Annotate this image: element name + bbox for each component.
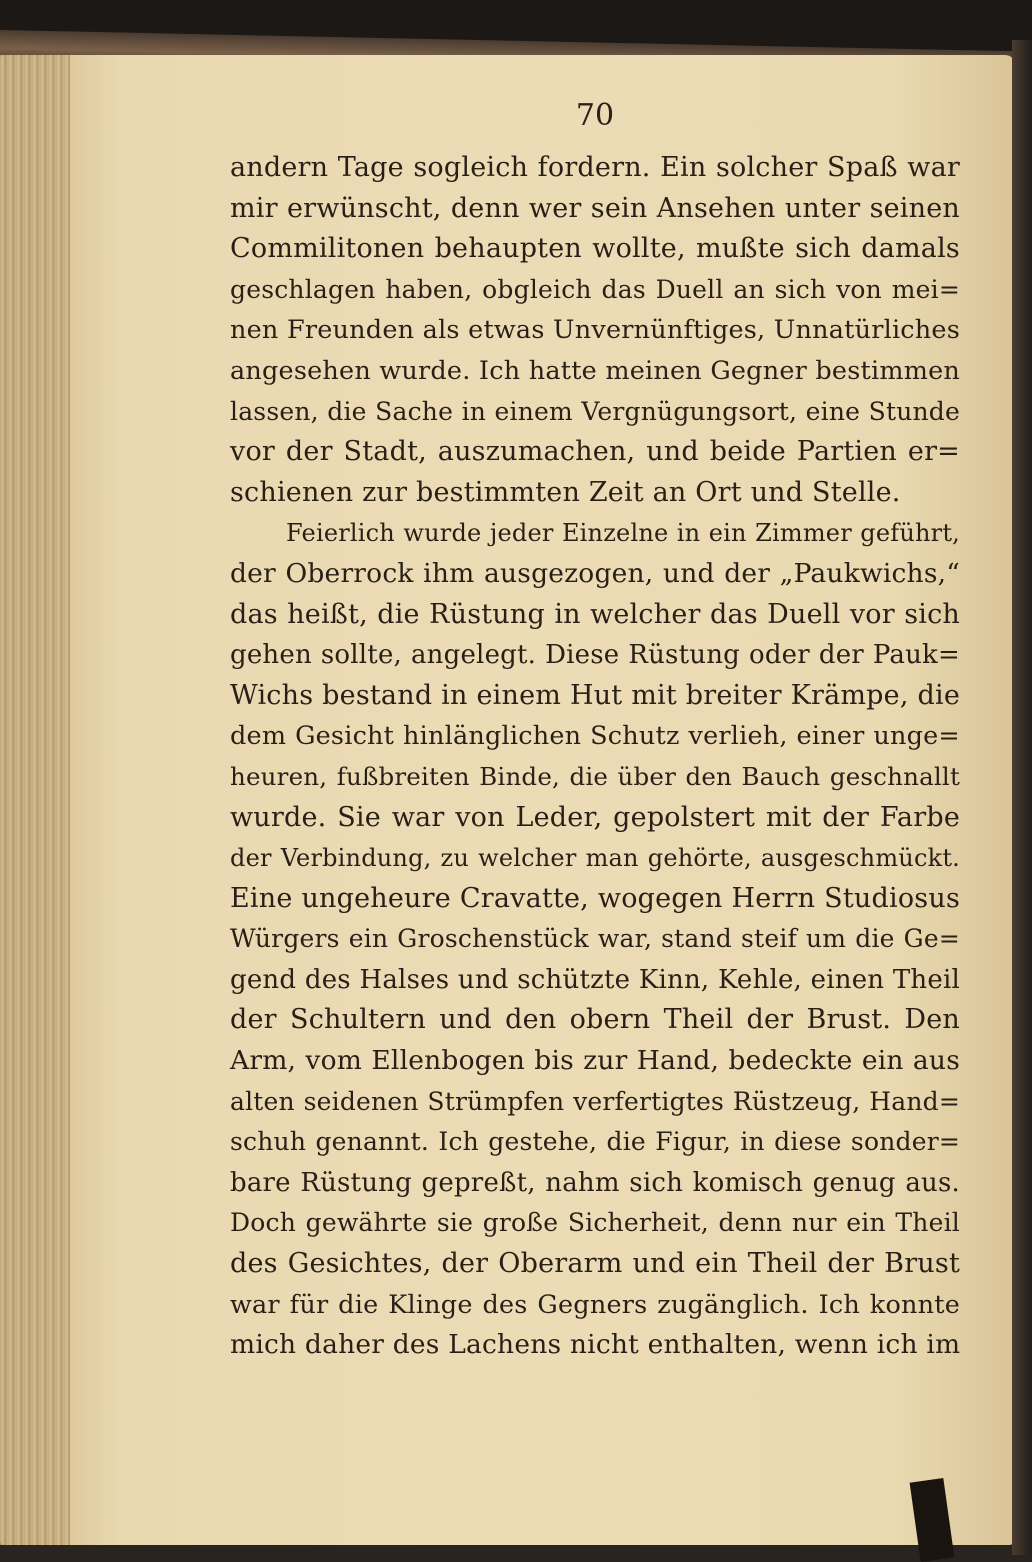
text-line: andern Tage sogleich fordern. Ein solcher Spaß war — [230, 152, 960, 183]
text-line: gehen sollte, angelegt. Diese Rüstung oder der Pauk= — [230, 640, 960, 671]
text-line: Commilitonen behaupten wollte, mußte sich damals — [230, 233, 960, 265]
text-line: wurde. Sie war von Leder, gepolstert mit der Farbe — [230, 801, 960, 833]
text-line: Feierlich wurde jeder Einzelne in ein Zimmer geführt, — [286, 519, 960, 548]
text-line: der Verbindung, zu welcher man gehörte, ausgeschmückt. — [230, 844, 960, 873]
text-line: Arm, vom Ellenbogen bis zur Hand, bedeckte ein aus — [230, 1045, 960, 1077]
text-line: angesehen wurde. Ich hatte meinen Gegner bestimmen — [230, 355, 960, 386]
text-line: alten seidenen Strümpfen verfertigtes Rüstzeug, Hand= — [230, 1086, 960, 1116]
book-right-edge — [1012, 40, 1032, 1555]
paragraph-1 — [230, 148, 960, 513]
text-line: schuh genannt. Ich gestehe, die Figur, in diese sonder= — [230, 1127, 960, 1157]
text-line: der Oberrock ihm ausgezogen, und der „Paukwichs,“ — [230, 557, 960, 589]
text-line: nen Freunden als etwas Unvernünftiges, Unnatürliches — [230, 315, 960, 346]
page-number: 70 — [575, 98, 615, 133]
text-line: Doch gewährte sie große Sicherheit, denn nur ein Theil — [230, 1208, 960, 1238]
text-line: dem Gesicht hinlänglichen Schutz verlieh, einer unge= — [230, 721, 960, 752]
text-line: heuren, fußbreiten Binde, die über den Bauch geschnallt — [230, 761, 960, 791]
text-line: vor der Stadt, auszumachen, und beide Partien er= — [230, 436, 960, 468]
text-line: schienen zur bestimmten Zeit an Ort und Stelle. — [230, 476, 901, 508]
text-line: bare Rüstung gepreßt, nahm sich komisch genug aus. — [230, 1167, 960, 1198]
text-line: mir erwünscht, denn wer sein Ansehen unter seinen — [230, 192, 960, 224]
text-line: das heißt, die Rüstung in welcher das Duell vor sich — [230, 598, 960, 630]
text-line: des Gesichtes, der Oberarm und ein Theil der Brust — [230, 1248, 960, 1280]
text-line: lassen, die Sache in einem Vergnügungsort, eine Stunde — [230, 396, 960, 426]
text-line: Würgers ein Groschenstück war, stand steif um die Ge= — [230, 924, 960, 954]
text-line: geschlagen haben, obgleich das Duell an sich von mei= — [230, 274, 960, 304]
text-block — [230, 148, 960, 1366]
text-line: mich daher des Lachens nicht enthalten, wenn ich im — [230, 1329, 961, 1361]
text-line: Wichs bestand in einem Hut mit breiter Krämpe, die — [230, 679, 960, 711]
text-line: war für die Klinge des Gegners zugänglich. Ich konnte — [230, 1289, 960, 1320]
text-line: gend des Halses und schützte Kinn, Kehle, einen Theil — [230, 964, 960, 995]
text-line: der Schultern und den obern Theil der Brust. Den — [230, 1004, 960, 1036]
paragraph-2 — [230, 513, 960, 1365]
page-stack-edge — [0, 55, 70, 1545]
text-line: Eine ungeheure Cravatte, wogegen Herrn Studiosus — [230, 882, 960, 914]
